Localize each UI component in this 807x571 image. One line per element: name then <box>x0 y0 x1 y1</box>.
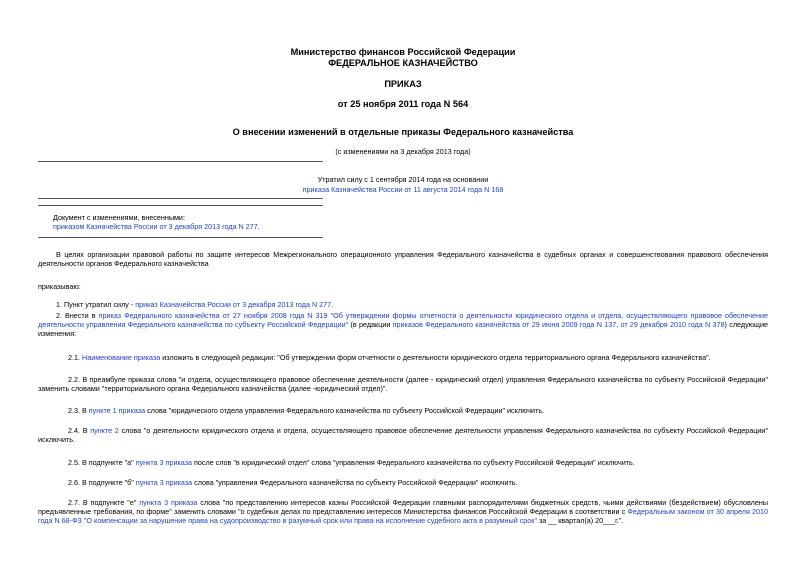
amended-note-line: приказом Казначейства России от 3 декабря 2013 года N 277. <box>53 222 260 231</box>
p26-link[interactable]: пункта 3 приказа <box>135 478 193 487</box>
paragraph-2-7: 2.7. В подпункте "е" пункта 3 приказа слова "по представлению интересов казны Российской Федерации главными распорядителями бюджетных средств, чьими действиями (бездействием) обусловлены предъявленные требования, по форме" заменить словами "о судебных делах по представлению интересов Министерства финансов Российской Федерации в соответствии с Федеральным законом от 30 апреля 2010 года N 68-ФЗ "О компенсации за нарушение права на судопроизводство в разумный срок или права на исполнение судебного акта в разумный срок" за __ квартал(а) 20___г.". <box>38 498 768 525</box>
p21-link[interactable]: Наименование приказа <box>82 353 161 362</box>
p2-link-orders-137-378[interactable]: приказов Федерального казначейства от 29 июня 2009 года N 137, от 29 декабря 2010 года N 378 <box>392 320 725 329</box>
p27-link-federal-law[interactable]: Федеральным законом от 30 апреля 2010 года N 68-ФЗ "О компенсации за нарушение права на судопроизводство в разумный срок или права на исполнение судебного акта в разумный срок" <box>38 507 768 525</box>
document-title: О внесении изменений в отдельные приказы Федерального казначейства <box>232 127 574 137</box>
p2-link-order-319[interactable]: приказ Федерального казначейства от 27 ноября 2008 года N 319 "Об утверждении формы отчетности о деятельности юридического отдела и отдела, осуществляющего правовое обеспечение деятельности управления Федерального казначейства по субъекту Российской Федерации" <box>38 311 768 329</box>
divider <box>38 205 768 206</box>
expired-notice: Утратил силу с 1 сентября 2014 года на основании <box>317 175 489 184</box>
paragraph-2-4: 2.4. В пункте 2 слова "о деятельности юридического отдела и отдела, осуществляющего правовое обеспечение деятельности управления Федерального казначейства по субъекту Российской Федерации" исключить. <box>38 426 768 444</box>
p24-link[interactable]: пункте 2 <box>90 426 119 435</box>
paragraph-2-2: 2.2. В преамбуле приказа слова "и отдела, осуществляющего правовое обеспечение деятельности (далее - юридический отдел) управления Федерального казначейства по субъекту Российской Федерации" заменить словами "территориального органа Федерального казначейства (далее -юридический отдел)". <box>38 375 768 393</box>
expired-order-link[interactable]: приказа Казначейства России от 11 августа 2014 года N 168 <box>302 185 504 194</box>
amending-order-link[interactable]: приказом Казначейства России от 3 декабря 2013 года N 277 <box>53 222 258 231</box>
p25-link[interactable]: пункта 3 приказа <box>135 458 192 467</box>
document-date-number: от 25 ноября 2011 года N 564 <box>337 99 469 109</box>
ministry-name: Министерство финансов Российской Федерации <box>290 47 516 57</box>
p23-link[interactable]: пункте 1 приказа <box>88 406 146 415</box>
amended-note: Документ с изменениями, внесенными: <box>53 213 185 222</box>
preamble: В целях организации правовой работы по защите интересов Межрегионального операционного управления Федерального казначейства в судебных органах и совершенствования правового обеспечения деятельности органов Федерального казначейства <box>38 250 768 268</box>
paragraph-1: 1. Пункт утратил силу - приказ Казначейства России от 3 декабря 2013 года N 277. <box>56 300 334 309</box>
p27-link-order[interactable]: пункта 3 приказа <box>139 498 198 507</box>
divider <box>38 198 768 199</box>
divider <box>38 237 768 238</box>
document-type: ПРИКАЗ <box>384 79 422 89</box>
order-word: приказываю: <box>38 282 81 291</box>
changes-note: (с изменениями на 3 декабря 2013 года) <box>335 147 471 156</box>
p1-link[interactable]: приказ Казначейства России от 3 декабря 2013 года N 277 <box>135 300 332 309</box>
paragraph-2: 2. Внести в приказ Федерального казначейства от 27 ноября 2008 года N 319 "Об утверждении формы отчетности о деятельности юридического отдела и отдела, осуществляющего правовое обеспечение деятельности управления Федерального казначейства по субъекту Российской Федерации" (в редакции приказов Федерального казначейства от 29 июня 2009 года N 137, от 29 декабря 2010 года N 378) следующие изменения: <box>38 311 768 338</box>
divider <box>38 161 768 162</box>
agency-name: ФЕДЕРАЛЬНОЕ КАЗНАЧЕЙСТВО <box>328 58 478 68</box>
paragraph-2-6: 2.6. В подпункте "б" пункта 3 приказа слова "управления Федерального казначейства по субъекту Российской Федерации" исключить. <box>68 478 518 487</box>
paragraph-2-1: 2.1. Наименование приказа изложить в следующей редакции: "Об утверждении форм отчетности о деятельности юридического отдела территориального органа Федерального казначейства". <box>68 353 711 362</box>
paragraph-2-3: 2.3. В пункте 1 приказа слова "юридического отдела управления Федерального казначейства по субъекту Российской Федерации" исключить. <box>68 406 545 415</box>
paragraph-2-5: 2.5. В подпункте "а" пункта 3 приказа после слов "в юридический отдел" слова "управления Федерального казначейства по субъекту Российской Федерации" исключить. <box>68 458 635 467</box>
